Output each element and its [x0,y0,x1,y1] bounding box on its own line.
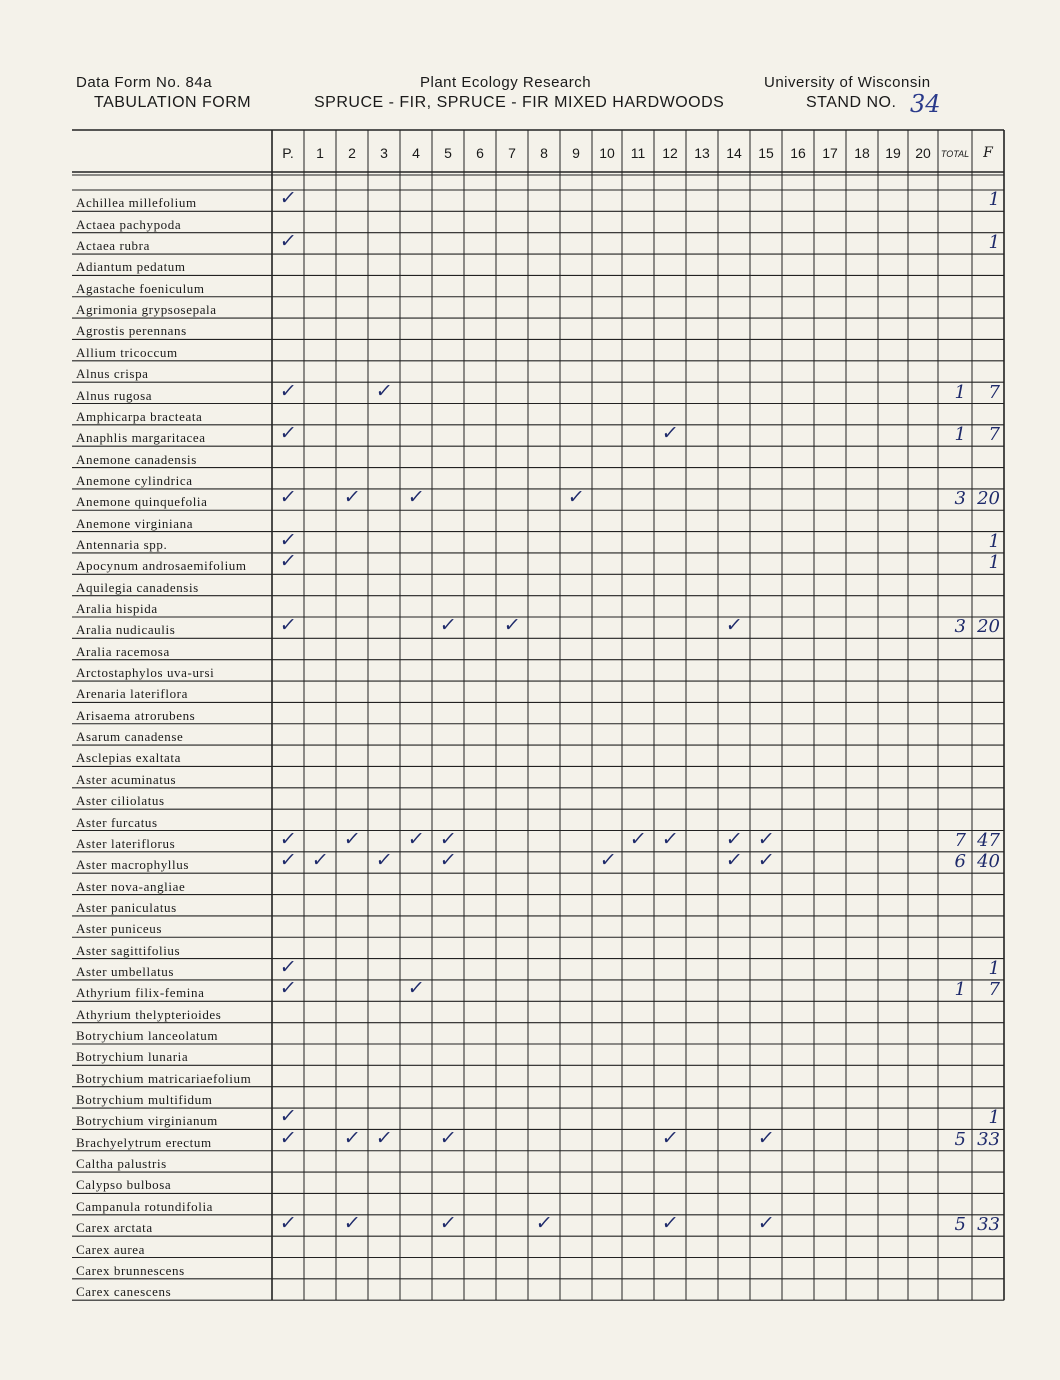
total-value: 5 [954,1214,966,1236]
checkmark: ✓ [660,827,680,850]
checkmark: ✓ [342,486,362,509]
column-header: 11 [630,145,646,161]
stand-number-handwritten: 34 [910,90,941,118]
total-value: 1 [954,424,966,446]
species-name: Adiantum pedatum [76,260,186,275]
species-name: Agrostis perennans [76,324,187,339]
checkmark: ✓ [278,1105,298,1128]
species-name: Arenaria lateriflora [76,687,188,702]
checkmark: ✓ [278,1212,298,1235]
checkmark: ✓ [724,614,744,637]
species-name: Botrychium lunaria [76,1050,189,1065]
species-name: Agrimonia grypsosepala [76,303,217,318]
column-header: 13 [694,145,710,161]
checkmark: ✓ [278,614,298,637]
species-name: Anemone quinquefolia [76,495,208,510]
checkmark: ✓ [278,955,298,978]
frequency-value: 1 [988,957,1000,979]
checkmark: ✓ [278,977,298,1000]
checkmark: ✓ [278,422,298,445]
checkmark: ✓ [438,827,458,850]
species-name: Aster acuminatus [76,772,177,787]
species-name: Botrychium virginianum [76,1114,218,1129]
checkmark: ✓ [406,486,426,509]
checkmark: ✓ [278,849,298,872]
species-name: Botrychium lanceolatum [76,1029,219,1043]
checkmark: ✓ [406,827,426,850]
checkmark: ✓ [724,827,744,850]
species-name: Aster nova-angliae [76,879,186,894]
column-header: 1 [316,145,324,161]
column-header: 12 [662,145,678,161]
column-header: 15 [758,145,774,161]
species-name: Anemone cylindrica [76,473,193,488]
checkmark: ✓ [278,187,298,210]
checkmark: ✓ [342,1212,362,1235]
species-name: Carex arctata [76,1221,153,1236]
frequency-value: 1 [988,232,1000,254]
checkmark: ✓ [278,550,298,573]
checkmark: ✓ [310,849,330,872]
checkmark: ✓ [502,614,522,637]
species-name: Calypso bulbosa [76,1178,172,1193]
species-name: Alnus rugosa [76,388,153,403]
frequency-value: 1 [988,552,1000,574]
checkmark: ✓ [374,1126,394,1149]
checkmark: ✓ [660,422,680,445]
species-name: Athyrium filix-femina [76,986,205,1001]
checkmark: ✓ [278,486,298,509]
species-name: Arctostaphylos uva-ursi [76,666,215,681]
checkmark: ✓ [438,1212,458,1235]
species-name: Aster lateriflorus [76,836,176,851]
species-name: Arisaema atrorubens [76,708,196,723]
university-name: University of Wisconsin [764,74,931,91]
form-title: TABULATION FORM [94,94,252,111]
total-value: 3 [954,488,966,510]
checkmark: ✓ [628,827,648,850]
species-name: Asarum canadense [76,730,184,745]
column-header: 20 [915,145,931,161]
species-name: Anemone canadensis [76,452,197,467]
frequency-value: 33 [977,1214,1000,1236]
species-name: Aralia nudicaulis [76,623,176,638]
checkmark: ✓ [438,1126,458,1149]
species-name: Aralia racemosa [76,644,170,659]
checkmark: ✓ [438,849,458,872]
species-name: Carex aurea [76,1242,146,1257]
total-value: 7 [954,829,966,851]
checkmark: ✓ [374,849,394,872]
column-header: 17 [822,145,838,161]
species-name: Aquilegia canadensis [76,580,199,595]
species-name: Botrychium matricariaefolium [76,1071,252,1086]
frequency-value: 47 [977,829,1000,851]
species-name: Athyrium thelypterioides [76,1007,222,1022]
checkmark: ✓ [438,614,458,637]
species-name: Anemone virginiana [76,516,194,531]
species-name: Aralia hispida [76,602,158,616]
total-value: 5 [954,1128,966,1150]
org-line-2: SPRUCE - FIR, SPRUCE - FIR MIXED HARDWOODS [314,94,725,111]
frequency-value: 1 [988,189,1000,211]
column-header: 5 [444,145,452,161]
species-name: Aster furcatus [76,815,158,830]
column-header: P. [282,145,294,161]
species-name: Alnus crispa [76,367,149,382]
species-name: Campanula rotundifolia [76,1199,214,1214]
species-name: Aster ciliolatus [76,794,165,809]
column-header: 7 [508,145,516,161]
species-name: Allium tricoccum [76,345,178,360]
species-name: Amphicarpa bracteata [76,409,203,424]
species-name: Asclepias exaltata [76,751,182,766]
checkmark: ✓ [756,827,776,850]
checkmark: ✓ [342,827,362,850]
column-header: 18 [854,145,870,161]
checkmark: ✓ [278,230,298,253]
checkmark: ✓ [278,379,298,402]
frequency-value: 1 [988,530,1000,552]
column-header: 16 [790,145,806,161]
frequency-value: 1 [988,1107,1000,1129]
species-name: Achillea millefolium [76,196,197,211]
checkmark: ✓ [598,849,618,872]
checkmark: ✓ [660,1212,680,1235]
checkmark: ✓ [342,1126,362,1149]
frequency-value: 40 [977,851,1000,873]
stand-label: STAND NO. [806,94,897,111]
species-name: Aster umbellatus [76,964,175,979]
column-header: 10 [599,145,615,161]
species-name: Agastache foeniculum [76,281,205,296]
checkmark: ✓ [406,977,426,1000]
checkmark: ✓ [566,486,586,509]
species-name: Antennaria spp. [76,537,168,552]
column-header: 6 [476,145,484,161]
frequency-value: 20 [977,488,1000,510]
total-value: 1 [954,979,966,1001]
species-name: Anaphlis margaritacea [76,431,206,446]
species-name: Caltha palustris [76,1157,167,1172]
checkmark: ✓ [374,379,394,402]
checkmark: ✓ [278,1126,298,1149]
column-header: 9 [572,145,580,161]
checkmark: ✓ [278,528,298,551]
species-name: Actaea rubra [76,239,150,254]
frequency-value: 7 [988,979,1000,1001]
frequency-value: 7 [988,381,1000,403]
column-header: 19 [885,145,901,161]
species-name: Aster paniculatus [76,900,177,915]
species-name: Carex brunnescens [76,1263,185,1278]
column-header: F [983,145,993,161]
checkmark: ✓ [756,1126,776,1149]
column-header: 4 [412,145,420,161]
species-name: Carex canescens [76,1285,172,1300]
checkmark: ✓ [756,1212,776,1235]
column-header: 14 [726,145,742,161]
checkmark: ✓ [534,1212,554,1235]
frequency-value: 7 [988,424,1000,446]
species-name: Aster sagittifolius [76,943,181,958]
checkmark: ✓ [278,827,298,850]
column-header: TOTAL [940,149,970,159]
org-line-1: Plant Ecology Research [420,74,592,91]
total-value: 6 [954,851,966,873]
species-name: Aster puniceus [76,922,163,937]
species-name: Actaea pachypoda [76,217,182,232]
checkmark: ✓ [660,1126,680,1149]
species-name: Brachyelytrum erectum [76,1135,212,1150]
total-value: 3 [954,616,966,638]
form-number: Data Form No. 84a [76,74,213,91]
checkmark: ✓ [724,849,744,872]
species-name: Apocynum androsaemifolium [76,559,247,574]
species-name: Botrychium multifidum [76,1093,213,1108]
column-header: 2 [348,145,356,161]
column-header: 8 [540,145,548,161]
total-value: 1 [954,381,966,403]
species-name: Aster macrophyllus [76,858,189,873]
checkmark: ✓ [756,849,776,872]
frequency-value: 33 [977,1128,1000,1150]
column-header: 3 [380,145,388,161]
frequency-value: 20 [977,616,1000,638]
